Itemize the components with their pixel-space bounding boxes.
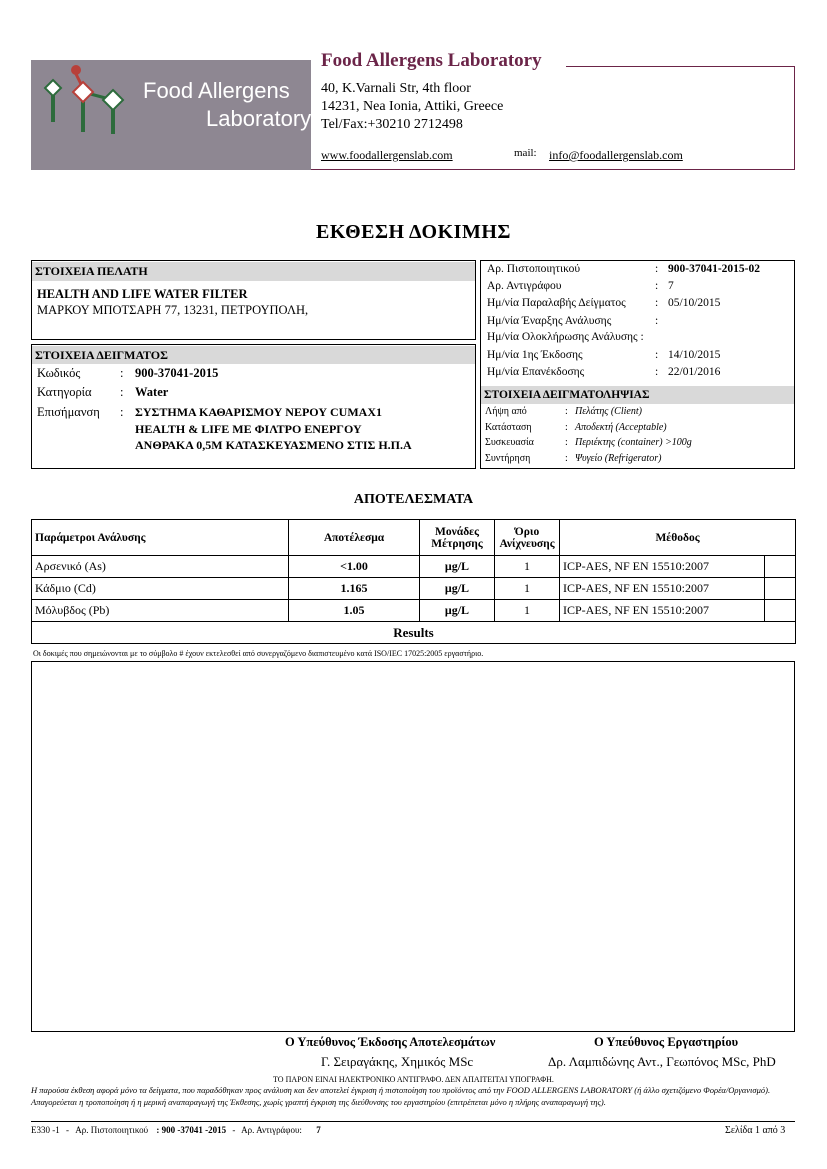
cell-parameter: Μόλυβδος (Pb)	[32, 600, 289, 622]
sample-code-value: 900-37041-2015	[135, 366, 219, 380]
col-header-result: Αποτέλεσμα	[289, 520, 420, 556]
copy-number-value: 7	[668, 280, 674, 292]
sample-category-value: Water	[135, 385, 169, 399]
email-link[interactable]: info@foodallergenslab.com	[549, 148, 683, 162]
col-header-parameter: Παράμετροι Ανάλυσης	[32, 520, 289, 556]
colon: :	[655, 366, 659, 378]
client-name: HEALTH AND LIFE WATER FILTER	[37, 287, 248, 301]
disclaimer: Η παρούσα έκθεση αφορά μόνο τα δείγματα, που παραδόθηκαν προς ανάλυση και δεν αποτελεί έγκριση ή πιστοποίηση του προϊόντος από την FOOD ALLERGENS LABORATORY (ή άλλο σχετιζόμενο Φορέα/Οργανισμό). Απαγορεύεται η τροποποίηση ή η μερική αναπαραγωγή της Έκθεσης, χωρίς γραπτή έγκριση της διεύθυνσης του εργαστηρίου (επιτρέπεται μόνο η πλήρης αναπαραγωγή της).	[31, 1085, 771, 1107]
col-header-limit	[495, 520, 560, 556]
results-heading: ΑΠΟΤΕΛΕΣΜΑΤΑ	[353, 492, 474, 507]
lab-logo	[31, 60, 311, 170]
cell-method: ICP-AES, NF EN 15510:2007	[560, 578, 765, 600]
table-footer-row	[32, 622, 796, 644]
accreditation-note: Οι δοκιμές που σημειώνονται με το σύμβολο # έχουν εκτελεσθεί από συνεργαζόμενο διαπιστευμένο κατά ISO/IEC 17025:2005 εργαστήριο.	[33, 649, 484, 658]
page-number: Σελίδα 1 από 3	[725, 1125, 786, 1136]
col-header-units-line1: Μονάδες	[435, 525, 479, 538]
issuer-title: Ο Υπεύθυνος Έκδοσης Αποτελεσμάτων	[285, 1035, 496, 1049]
mail-label: mail:	[514, 147, 537, 159]
molecule-logo-icon	[31, 60, 311, 170]
client-heading: ΣΤΟΙΧΕΙΑ ΠΕΛΑΤΗ	[32, 262, 475, 281]
colon: :	[655, 349, 659, 361]
reissue-date-label: Ημ/νία Επανέκδοσης	[487, 366, 585, 378]
lab-name: Food Allergens Laboratory	[321, 50, 542, 71]
colon: :	[655, 297, 659, 309]
cell-parameter: Κάδμιο (Cd)	[32, 578, 289, 600]
cell-limit: 1	[495, 556, 560, 578]
footer-info	[31, 1125, 321, 1135]
receipt-date-value: 05/10/2015	[668, 297, 721, 309]
table-header-row	[32, 520, 796, 556]
separator: -	[232, 1125, 236, 1135]
cell-limit: 1	[495, 600, 560, 622]
cell-units: μg/L	[420, 556, 495, 578]
lab-director-name: Δρ. Λαμπιδώνης Αντ., Γεωπόνος MSc, PhD	[548, 1054, 776, 1069]
header-divider	[794, 66, 795, 170]
analysis-start-label: Ημ/νία Έναρξης Ανάλυσης	[487, 315, 612, 327]
address-line-2: 14231, Nea Ionia, Attiki, Greece	[321, 99, 504, 114]
logo-text-line1: Food Allergens	[143, 78, 290, 103]
receipt-date-label: Ημ/νία Παραλαβής Δείγματος	[487, 297, 626, 309]
sampling-packaging-value: Περιέκτης (container) >100g	[575, 437, 692, 448]
reissue-date-value: 22/01/2016	[668, 366, 721, 378]
header-divider	[311, 169, 795, 170]
col-header-units-line2: Μέτρησης	[431, 537, 483, 550]
copy-number-label: Αρ. Αντιγράφου	[487, 280, 562, 292]
footer-cert-value: : 900 -37041 -2015	[156, 1125, 227, 1135]
cell-result: <1.00	[289, 556, 420, 578]
cell-parameter: Αρσενικό (As)	[32, 556, 289, 578]
website-link[interactable]: www.foodallergenslab.com	[321, 148, 453, 162]
client-address: ΜΑΡΚΟΥ ΜΠΟΤΣΑΡΗ 77, 13231, ΠΕΤΡΟΥΠΟΛΗ,	[37, 303, 309, 317]
cell-method: ICP-AES, NF EN 15510:2007	[560, 600, 765, 622]
sampling-source-value: Πελάτης (Client)	[575, 406, 642, 417]
sampling-condition-label: Κατάσταση	[485, 422, 532, 433]
cert-number-label: Αρ. Πιστοποιητικού	[487, 263, 581, 275]
sample-section	[31, 344, 476, 469]
col-header-units	[420, 520, 495, 556]
footer-copy-value: 7	[316, 1125, 321, 1135]
sample-heading: ΣΤΟΙΧΕΙΑ ΔΕΙΓΜΑΤΟΣ	[32, 346, 475, 364]
sampling-storage-value: Ψυγείο (Refrigerator)	[575, 453, 662, 464]
form-code: E330 -1	[31, 1125, 60, 1135]
sampling-condition-value: Αποδεκτή (Acceptable)	[575, 422, 667, 433]
first-issue-date-value: 14/10/2015	[668, 349, 721, 361]
sampling-storage-label: Συντήρηση	[485, 453, 531, 464]
col-header-limit-line1: Όριο	[514, 525, 540, 538]
header-divider	[566, 66, 795, 67]
cell-units: μg/L	[420, 578, 495, 600]
col-header-method: Μέθοδος	[560, 520, 796, 556]
lab-director-title: Ο Υπεύθυνος Εργαστηρίου	[594, 1035, 739, 1049]
cell-empty	[765, 600, 796, 622]
sampling-source-label: Λήψη από	[485, 406, 527, 417]
colon: :	[120, 405, 124, 419]
sample-marking-label: Επισήμανση	[37, 405, 100, 419]
results-table	[31, 519, 796, 644]
col-header-limit-line2: Ανίχνευσης	[499, 537, 555, 550]
sample-marking-line1: ΣΥΣΤΗΜΑ ΚΑΘΑΡΙΣΜΟΥ ΝΕΡΟΥ CUMAX1	[135, 405, 382, 419]
cell-method: ICP-AES, NF EN 15510:2007	[560, 556, 765, 578]
footer-copy-label: Αρ. Αντιγράφου:	[241, 1125, 302, 1135]
cell-empty	[765, 556, 796, 578]
comments-area	[31, 661, 795, 1032]
certificate-info-section	[480, 260, 795, 469]
colon: :	[565, 406, 568, 417]
table-row	[32, 556, 796, 578]
issuer-name: Γ. Σειραγάκης, Χημικός MSc	[321, 1054, 474, 1069]
footer-cert-label: Αρ. Πιστοποιητικού	[75, 1125, 149, 1135]
colon: :	[565, 422, 568, 433]
table-row	[32, 578, 796, 600]
cell-result: 1.165	[289, 578, 420, 600]
sample-marking-line3: ΑΝΘΡΑΚΑ 0,5Μ ΚΑΤΑΣΚΕΥΑΣΜΕΝΟ ΣΤΙΣ Η.Π.Α	[135, 438, 412, 452]
colon: :	[655, 263, 659, 275]
footer-divider	[31, 1121, 795, 1122]
sample-category-label: Κατηγορία	[37, 385, 92, 399]
cell-limit: 1	[495, 578, 560, 600]
colon: :	[565, 453, 568, 464]
colon: :	[655, 280, 659, 292]
colon: :	[655, 315, 659, 327]
cell-empty	[765, 578, 796, 600]
separator: -	[66, 1125, 69, 1135]
cell-units: μg/L	[420, 600, 495, 622]
colon: :	[120, 366, 124, 380]
sample-marking-line2: HEALTH & LIFE ΜΕ ΦΙΛΤΡΟ ΕΝΕΡΓΟΥ	[135, 422, 362, 436]
cert-number-value: 900-37041-2015-02	[668, 263, 760, 275]
phone-fax: Tel/Fax:+30210 2712498	[321, 117, 463, 132]
client-section	[31, 260, 476, 340]
analysis-end-label: Ημ/νία Ολοκλήρωσης Ανάλυσης :	[487, 331, 644, 343]
report-title: ΕΚΘΕΣΗ ΔΟΚΙΜΗΣ	[316, 221, 511, 243]
address-line-1: 40, K.Varnali Str, 4th floor	[321, 81, 471, 96]
electronic-copy-note: ΤΟ ΠΑΡΟΝ ΕΙΝΑΙ ΗΛΕΚΤΡΟΝΙΚΟ ΑΝΤΙΓΡΑΦΟ. ΔΕΝ ΑΠΑΙΤΕΙΤΑΙ ΥΠΟΓΡΑΦΗ.	[273, 1075, 554, 1084]
table-row	[32, 600, 796, 622]
colon: :	[565, 437, 568, 448]
sampling-heading: ΣΤΟΙΧΕΙΑ ΔΕΙΓΜΑΤΟΛΗΨΙΑΣ	[481, 386, 794, 404]
results-footer-label: Results	[32, 622, 796, 644]
logo-text-line2: Laboratory	[206, 106, 311, 131]
sample-code-label: Κωδικός	[37, 366, 81, 380]
cell-result: 1.05	[289, 600, 420, 622]
sampling-packaging-label: Συσκευασία	[485, 437, 534, 448]
first-issue-date-label: Ημ/νία 1ης Έκδοσης	[487, 349, 583, 361]
colon: :	[120, 385, 124, 399]
